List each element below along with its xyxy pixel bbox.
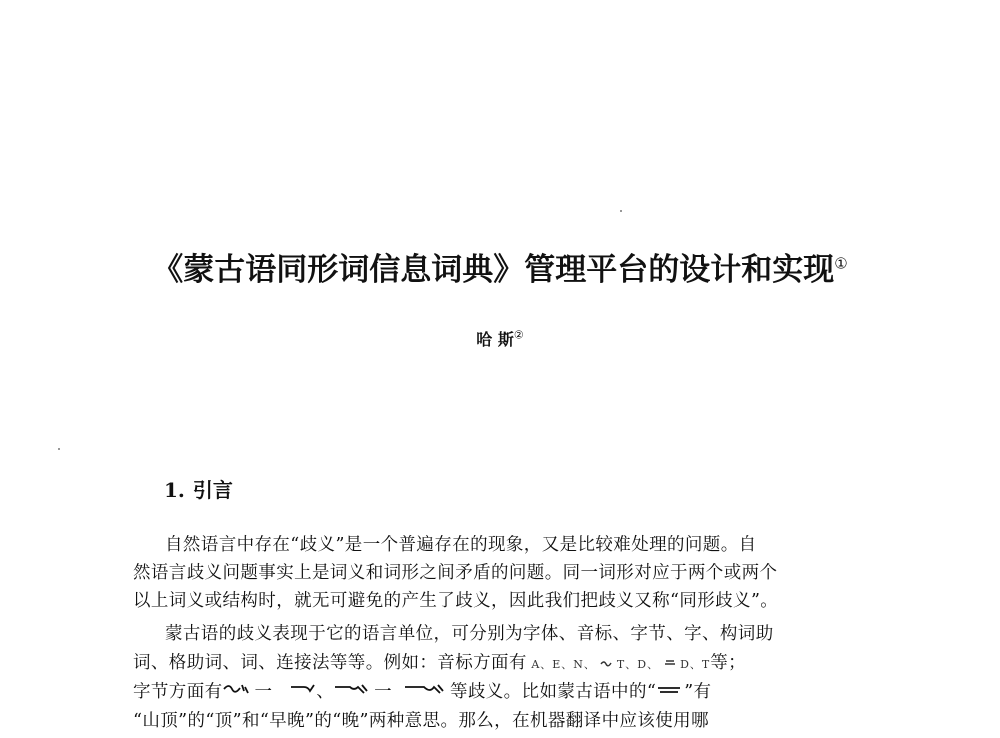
line-text: ”有: [684, 682, 712, 702]
mongolian-script-glyph: [404, 681, 444, 697]
phonetic-group-2: T、D: [616, 658, 648, 671]
paragraph-line: [133, 651, 873, 677]
paragraph-line: 蒙古语的歧义表现于它的语言单位，可分别为字体、音标、字节、字、构词助: [165, 624, 774, 644]
author-footnote-mark: ②: [513, 328, 524, 342]
paragraph-line: 自然语言中存在“歧义”是一个普遍存在的现象，又是比较难处理的问题。自: [165, 535, 757, 555]
paragraph-line: [133, 680, 873, 704]
paragraph-line: 以上词义或结构时，就无可避免的产生了歧义，因此我们把歧义又称“同形歧义”。: [133, 591, 779, 611]
line-text: 等歧义。比如蒙古语中的“: [449, 682, 657, 702]
mongolian-script-glyph: [600, 658, 612, 668]
paragraph-line: 然语言歧义问题事实上是词义和词形之间矛盾的问题。同一词形对应于两个或两个: [133, 563, 778, 583]
mongolian-script-glyph: [290, 681, 316, 697]
line-text: 一: [254, 682, 273, 702]
phonetic-example: [527, 658, 710, 671]
line-text: 、: [316, 682, 335, 702]
title-text: 《蒙古语同形词信息词典》管理平台的设计和实现: [152, 252, 835, 288]
mongolian-script-glyph: [223, 681, 249, 697]
section-heading: [164, 474, 233, 503]
line-text: 等；: [710, 653, 747, 673]
author: [0, 327, 1000, 350]
paragraph-line: “山顶”的“顶”和“早晚”的“晚”两种意思。那么，在机器翻译中应该使用哪: [133, 711, 709, 731]
section-title: 引言: [192, 478, 233, 502]
phonetic-group-3: D、T: [680, 658, 711, 671]
author-name: 哈 斯: [476, 330, 514, 349]
separator: 、: [647, 658, 660, 671]
mongolian-script-glyph: [656, 683, 684, 697]
phonetic-group-1: A、E、N: [531, 658, 584, 671]
scan-speck: [58, 448, 60, 450]
section-number: 1.: [164, 478, 185, 502]
mongolian-script-glyph: [334, 681, 368, 697]
paper-title: [0, 244, 1000, 289]
line-text: 词、格助词、词、连接法等等。例如：音标方面有: [133, 653, 527, 673]
line-text: 一: [374, 682, 393, 702]
mongolian-script-glyph: [664, 658, 676, 668]
line-text: 字节方面有: [133, 682, 223, 702]
title-footnote-mark: ①: [834, 254, 848, 273]
separator: 、: [583, 658, 596, 671]
scan-speck: [620, 210, 622, 212]
